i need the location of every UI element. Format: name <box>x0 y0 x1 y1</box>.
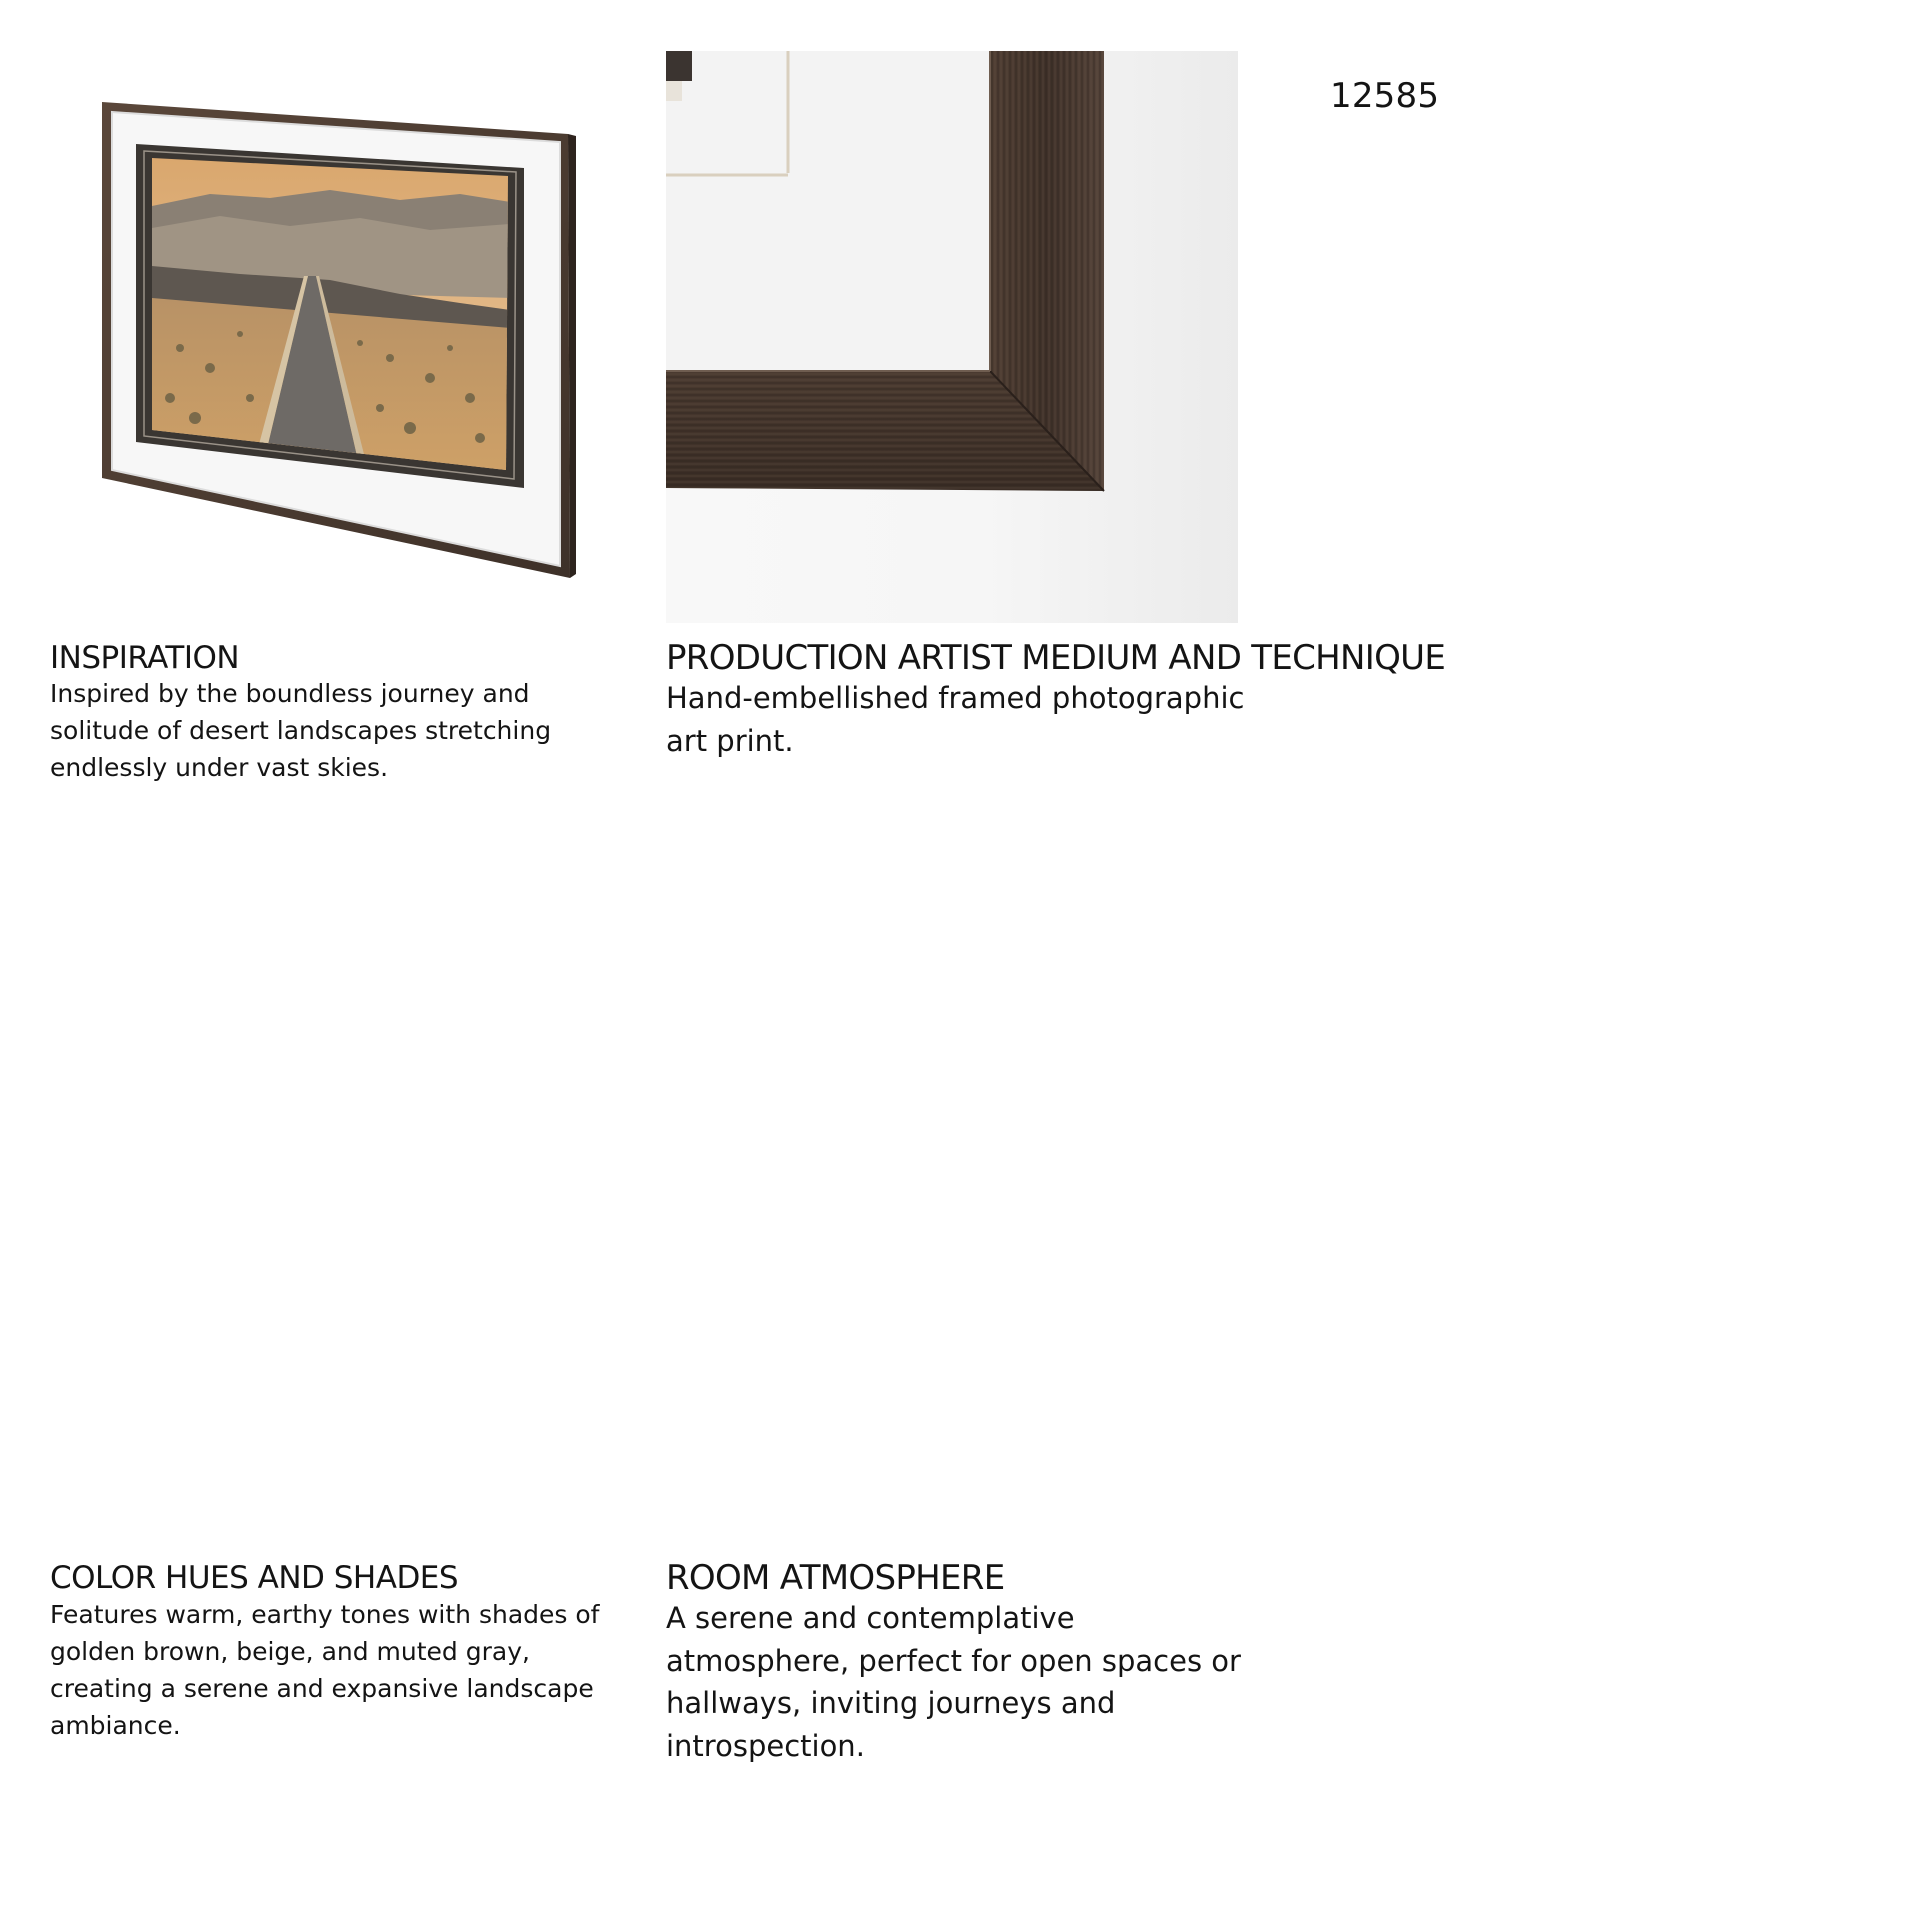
product-image <box>100 98 576 580</box>
technique-heading: PRODUCTION ARTIST MEDIUM AND TECHNIQUE <box>666 638 1446 678</box>
technique-text: Hand-embellished framed photographic art print. <box>666 681 1245 758</box>
color-hues-text: Features warm, earthy tones with shades of golden brown, beige, and muted gray, creating a serene and expansive landscape ambiance. <box>50 1600 600 1740</box>
inspiration-text: Inspired by the boundless journey and solitude of desert landscapes stretching endlessly under vast skies. <box>50 679 552 782</box>
inspiration-heading: INSPIRATION <box>50 640 240 676</box>
framed-desert-road-print-icon <box>100 98 576 580</box>
product-sku: 12585 <box>1330 76 1440 116</box>
frame-corner-detail-icon <box>666 51 1238 623</box>
color-hues-heading: COLOR HUES AND SHADES <box>50 1560 459 1596</box>
room-atmosphere-heading: ROOM ATMOSPHERE <box>666 1558 1005 1598</box>
room-atmosphere-text: A serene and contemplative atmosphere, perfect for open spaces or hallways, inviting journeys and introspection. <box>666 1601 1241 1763</box>
frame-corner-detail <box>666 51 1238 623</box>
